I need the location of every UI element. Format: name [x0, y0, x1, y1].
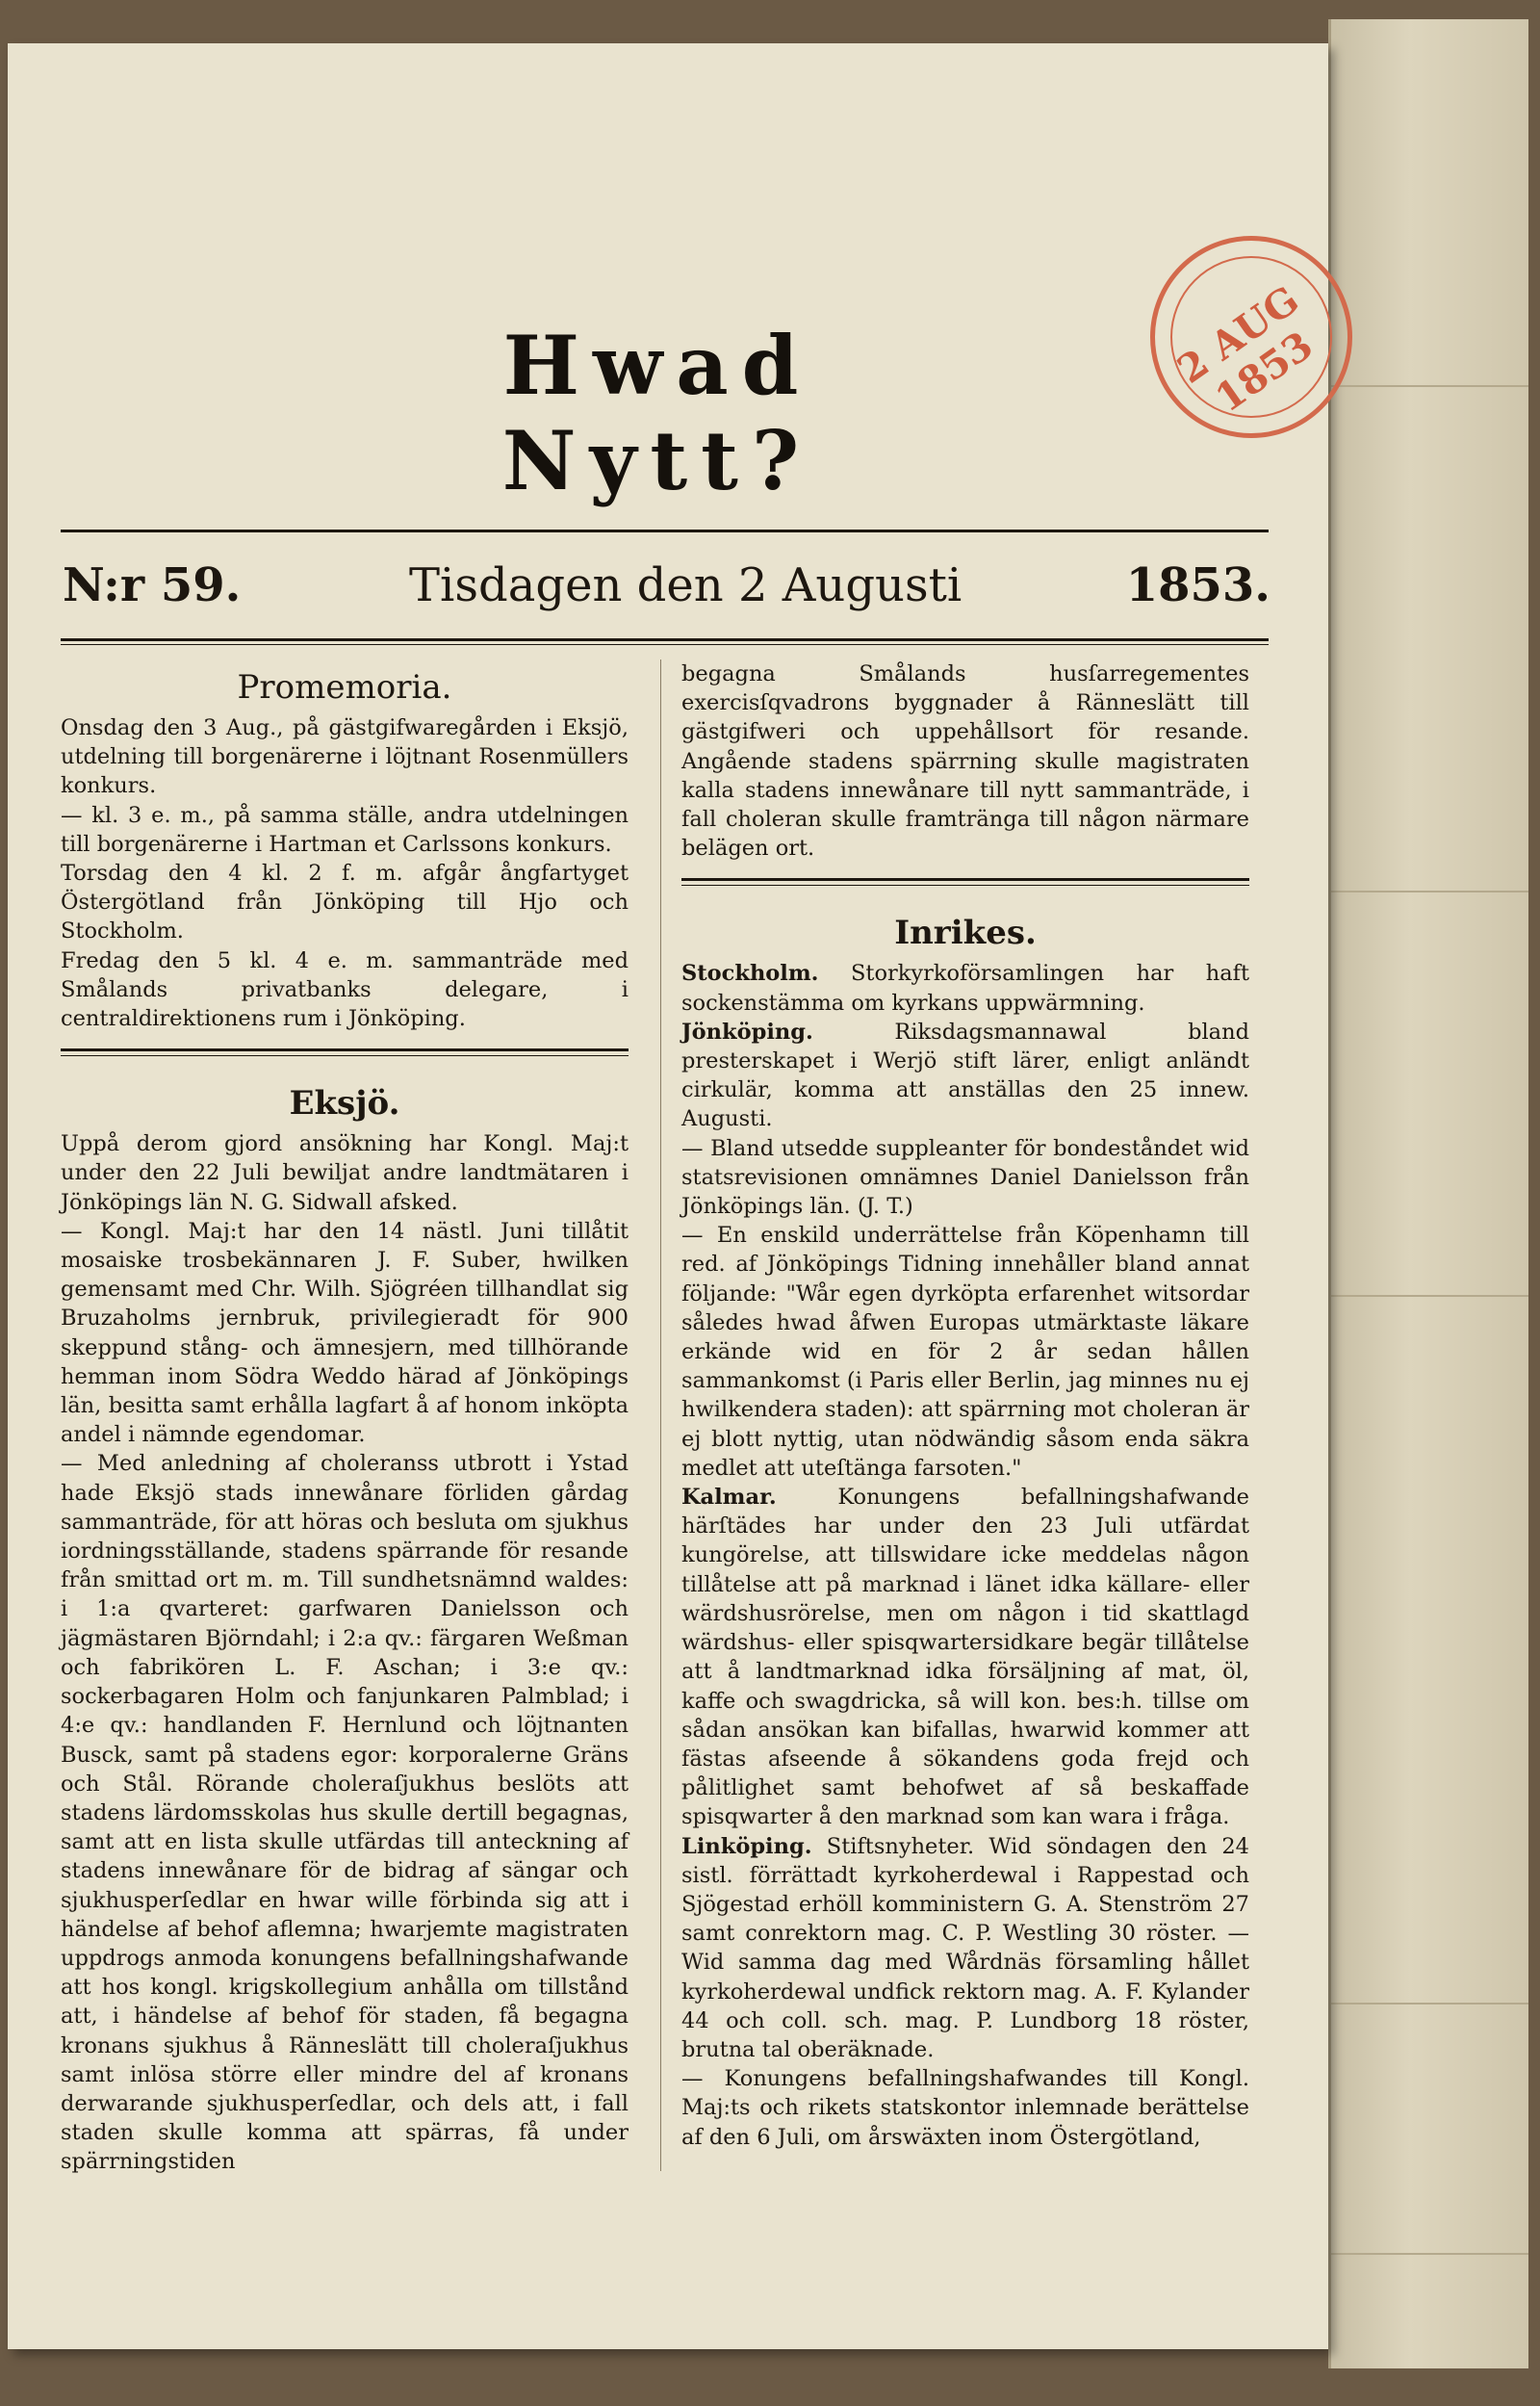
news-text: Storkyrkoförsamlingen har haft sockenstämma om kyrkans uppwärmning. — [681, 961, 1250, 1016]
paragraph: begagna Smålands husſarregementes exercisſqvadrons byggnader å Ränneslätt till gästgifweri och uppehållsort för resande. Angående stadens spärrning skulle magistraten kalla stadens innewånare till nytt sammanträde, i fall choleran skulle framtränga till någon närmare belägen ort. — [681, 661, 1249, 862]
page-content — [51, 43, 1283, 2335]
right-column — [681, 660, 1249, 2152]
news-place: Jönköping. — [681, 1019, 813, 1045]
column-divider — [660, 660, 661, 2171]
news-text: Konungens befallningshafwande härſtädes har under den 23 Juli utfärdat kungörelse, att tillswidare icke meddelas någon tillåtelse att på marknad i länet idka källare- eller wärdshusrörelse, men om någon i tid skattlagd wärdshus- eller spisqwartersidkare begär tillåtelse att å landtmarknad idka försäljning af mat, öl, kaffe och swagdricka, så will kon. bes:h. tillse om sådan ansökan kan bifallas, hwarwid kommer att fästas afseende å sökandens goda frejd och pålitlighet samt behofwet af så beskaffade spisqwarter å den marknad som kan wara i fråga. — [681, 1485, 1249, 1830]
issue-header — [63, 558, 1270, 626]
news-place: Linköping. — [681, 1833, 812, 1859]
section-title-eksjo: Eksjö. — [289, 1084, 400, 1124]
paragraph: — Med anledning af choleranss utbrott i Ystad hade Eksjö stads innewånare förliden gårdag sammanträde, för att höras och besluta om sjukhus iordningsställande, stadens spärrande för resande från smittad ort m. m. Till sundhetsnämnd waldes: i 1:a qvarteret: garfwaren Danielsson och jägmästaren Björndahl; i 2:a qv.: färgaren Weßman och fabrikören L. F. Aschan; i 3:e qv.: sockerbagaren Holm och fanjunkaren Palmblad; i 4:e qv.: handlanden F. Hernlund och löjtnanten Busck, samt på stadens egor: korporalerne Gräns och Stål. Rörande choleraſjukhus beslöts att stadens lärdomsskolas hus skulle dertill begagnas, samt att en lista skulle utfärdas till anteckning af stadens innewånare för de bidrag af sängar och sjukhusperſedlar en hwar wille förbinda sig att i händelse af behof aflemna; hwarjemte magistraten uppdrogs anmoda konungens befallningshafwande att hos kongl. krigskollegium anhålla om tillstånd att, i händelse af behof för staden, få begagna kronans sjukhus å Ränneslätt till choleraſjukhus samt inlösa större eller mindre del af kronans derwarande sjukhusperſedlar, och dels att, i fall staden skulle komma att spärras, få under spärrningstiden — [61, 1451, 629, 2175]
news-text: Riksdagsmannawal bland presterskapet i Werjö stift lärer, enligt anländt cirkulär, komma att anställas den 25 innew. Augusti. — [681, 1019, 1249, 1132]
news-item — [681, 1483, 1249, 1831]
paragraph: Uppå derom gjord ansökning har Kongl. Maj:t under den 22 Juli bewiljat andre landtmätaren i Jönköpings län N. G. Sidwall afsked. — [61, 1131, 629, 1215]
news-item — [681, 2064, 1249, 2152]
newspaper-page — [8, 43, 1328, 2349]
section-title-inrikes: Inrikes. — [894, 914, 1037, 953]
masthead-title: Hwad Nytt? — [501, 318, 813, 508]
news-text: — En enskild underrättelse från Köpenhamn till red. af Jönköpings Tidning innehåller bland annat följande: "Wår egen dyrköpta erfarenhet witsordar således hwad åfwen Europas utmärktaste läkare erkände wid en för 2 år sedan hållen sammankomst (i Paris eller Berlin, jag minnes nu ej hwilkendera staden): att spärrning mot choleran är ej blott nyttig, utan nödwändig såsom enda säkra medlet att uteſtänga farsoten." — [681, 1223, 1249, 1481]
masthead-rule-top — [61, 530, 1269, 532]
issue-number: N:r 59. — [63, 558, 242, 612]
paragraph: Fredag den 5 kl. 4 e. m. sammanträde med Smålands privatbanks delegare, i centraldirektionens rum i Jönköping. — [61, 947, 629, 1032]
paragraph: Onsdag den 3 Aug., på gästgifwaregården i Eksjö, utdelning till borgenärerne i löjtnant Rosenmüllers konkurs. — [61, 715, 629, 799]
news-place: Kalmar. — [681, 1485, 777, 1511]
section-divider — [61, 1048, 629, 1056]
news-text: — Bland utsedde suppleanter för bondeståndet wid statsrevisionen omnämnes Daniel Danielsson från Jönköpings län. (J. T.) — [681, 1135, 1249, 1220]
postal-stamp — [1150, 236, 1352, 438]
stamp-text: 2 AUG 1853 — [1168, 276, 1322, 422]
paragraph: Torsdag den 4 kl. 2 f. m. afgår ångfartyget Östergötland från Jönköping till Hjo och Stockholm. — [61, 861, 629, 944]
paragraph: — Kongl. Maj:t har den 14 nästl. Juni tillåtit mosaiske trosbekännaren J. F. Suber, hwilken gemensamt med Chr. Wilh. Sjögréen tillhandlat sig Bruzaholms jernbruk, privilegieradt för 900 skeppund stång- och ämnesjern, med tillhörande hemman inom Södra Weddo härad af Jönköpings län, besitta samt erhålla lagfart å af honom inköpta andel i nämnde egendomar. — [61, 1218, 629, 1448]
news-place: Stockholm. — [681, 961, 819, 987]
issue-year: 1853. — [1125, 558, 1270, 612]
left-column — [61, 660, 629, 2177]
news-text: — Konungens befallningshafwandes till Kongl. Maj:ts och rikets statskontor inlemnade berättelse af den 6 Juli, om årswäxten inom Östergötland, — [681, 2066, 1249, 2150]
news-item — [681, 1221, 1249, 1483]
section-title-promemoria: Promemoria. — [237, 668, 452, 707]
news-item — [681, 959, 1249, 1017]
news-text: Stiftsnyheter. Wid söndagen den 24 sistl. förrättadt kyrkoherdewal i Rappestad och Sjögestad erhöll komministern G. A. Stenström 27 samt conrektorn mag. C. P. Westling 30 röster. — Wid samma dag med Wårdnäs församling hållet kyrkoherdewal undfick rektorn mag. A. F. Kylander 44 och coll. sch. mag. P. Lundborg 18 röster, brutna tal oberäknade. — [681, 1833, 1249, 2062]
news-item — [681, 1832, 1249, 2065]
page-stack — [1328, 19, 1528, 2368]
news-item — [681, 1018, 1249, 1134]
news-item — [681, 1134, 1249, 1222]
issue-date: Tisdagen den 2 Augusti — [409, 558, 962, 612]
masthead-rule-bottom — [61, 638, 1269, 641]
section-divider — [681, 878, 1249, 886]
paragraph: — kl. 3 e. m., på samma ställe, andra utdelningen till borgenärerne i Hartman et Carlssons konkurs. — [61, 802, 629, 857]
masthead-rule-thin — [61, 644, 1269, 645]
